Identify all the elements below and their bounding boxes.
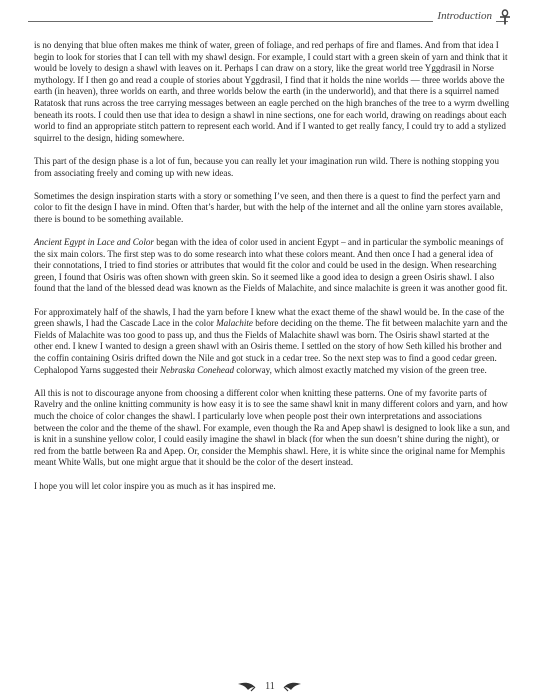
left-wing-ornament-icon <box>236 681 256 693</box>
page-header <box>0 0 540 36</box>
text-run: Sometimes the design inspiration starts with a story or something I’ve seen, and then there is a quest to find the perfect yarn and color to fit the design I have in mind. Often that’s harder, but with the help of the internet and all the online yarn stores available, there is bound to be something available. <box>34 190 503 224</box>
page-footer <box>0 679 540 699</box>
page-number: 11 <box>265 681 275 692</box>
paragraph <box>34 481 510 493</box>
text-run: is no denying that blue often makes me think of water, green of foliage, and red perhaps of fire and flames. And from that idea I begin to look for stories that I can tell with my shawl design. For example, I could start with a green skein of yarn and think that it would be lovely to design a shawl with leaves on it. Perhaps I can draw on a story, like the great world tree Yggdrasil in Norse mythology. If I then go and read a couple of stories about Yggdrasil, I find that it holds the nine worlds — three worlds above the earth (in heaven), three worlds on earth, and three worlds below the earth (in the underworld), and that there is a squirrel named Ratatosk that runs across the tree carrying messages between an eagle perched on the high branches of the tree to a wyrm dwelling beneath its roots. I could then use that idea to design a shawl in nine sections, one for each world, drawing on readings about each world to find an appropriate stitch pattern to represent each world. And if I wanted to get really fancy, I could try to add a stylized squirrel to the design, hiding somewhere. <box>34 40 510 143</box>
text-run: All this is not to discourage anyone from choosing a different color when knitting these patterns. One of my favorite parts of Ravelry and the online knitting community is how easy it is to see the same shawl knit in many different colors and yarn, and how much the choice of color changes the shawl. I particularly love when people post their own interpretations and associations between the color and the theme of the shawl. For example, even though the Ra and Apep shawl is designed to look like a sun, and is knit in a sunshine yellow color, I could easily imagine the shawl in black (for when the sun doesn’t shine during the night), or red from the battle between Ra and Apep. Or, consider the Memphis shawl. Here, it is white since the original name for Memphis meant White Walls, but one might argue that it should be the color of the desert instead. <box>34 387 510 468</box>
text-run: before deciding on the theme. The fit between malachite yarn and the Fields of Malachite was too good to pass up, and thus the Fields of Malachite shawl was born. The Osiris shawl started at the other end. I knew I wanted to design a green shawl with an Osiris theme. I settled on the story of how Seth killed his brother and the coffin containing Osiris drifted down the Nile and got stuck in a cedar tree. So the next step was to find a good cedar green. Cephalopod Yarns suggested their <box>34 318 508 375</box>
text-run: colorway, which almost exactly matched my vision of the green tree. <box>234 364 487 375</box>
right-wing-ornament-icon <box>283 681 303 693</box>
paragraph <box>34 40 510 144</box>
text-run: For approximately half of the shawls, I had the yarn before I knew what the exact theme of the shawl would be. In the case of the green shawls, I had the Cascade Lace in the color <box>34 306 505 329</box>
body-text <box>34 40 510 504</box>
ankh-ornament-icon <box>498 9 512 25</box>
paragraph <box>34 307 510 377</box>
italic-text-run: Nebraska Conehead <box>160 364 235 375</box>
italic-text-run: Malachite <box>216 318 253 329</box>
paragraph <box>34 388 510 469</box>
section-title: Introduction <box>433 10 496 22</box>
paragraph <box>34 237 510 295</box>
text-run: I hope you will let color inspire you as much as it has inspired me. <box>34 480 276 491</box>
italic-text-run: Ancient Egypt in Lace and Color <box>34 237 154 248</box>
text-run: This part of the design phase is a lot of fun, because you can really let your imagination run wild. There is nothing stopping you from associating freely and coming up with new ideas. <box>34 155 500 178</box>
paragraph <box>34 156 510 179</box>
paragraph <box>34 191 510 226</box>
text-run: began with the idea of color used in ancient Egypt – and in particular the symbolic meanings of the six main colors. The first step was to do some research into what these colors meant. And then once I had a general idea of their connotations, I tried to find stories or attributes that would fit the color and could be used in the design. When researching green, I found that Osiris was often shown with green skin. So it seemed like a good idea to design a green Osiris shawl. I also found that the land of the blessed dead was known as the Fields of Malachite, and since malachite is green it was another good fit. <box>34 237 508 294</box>
